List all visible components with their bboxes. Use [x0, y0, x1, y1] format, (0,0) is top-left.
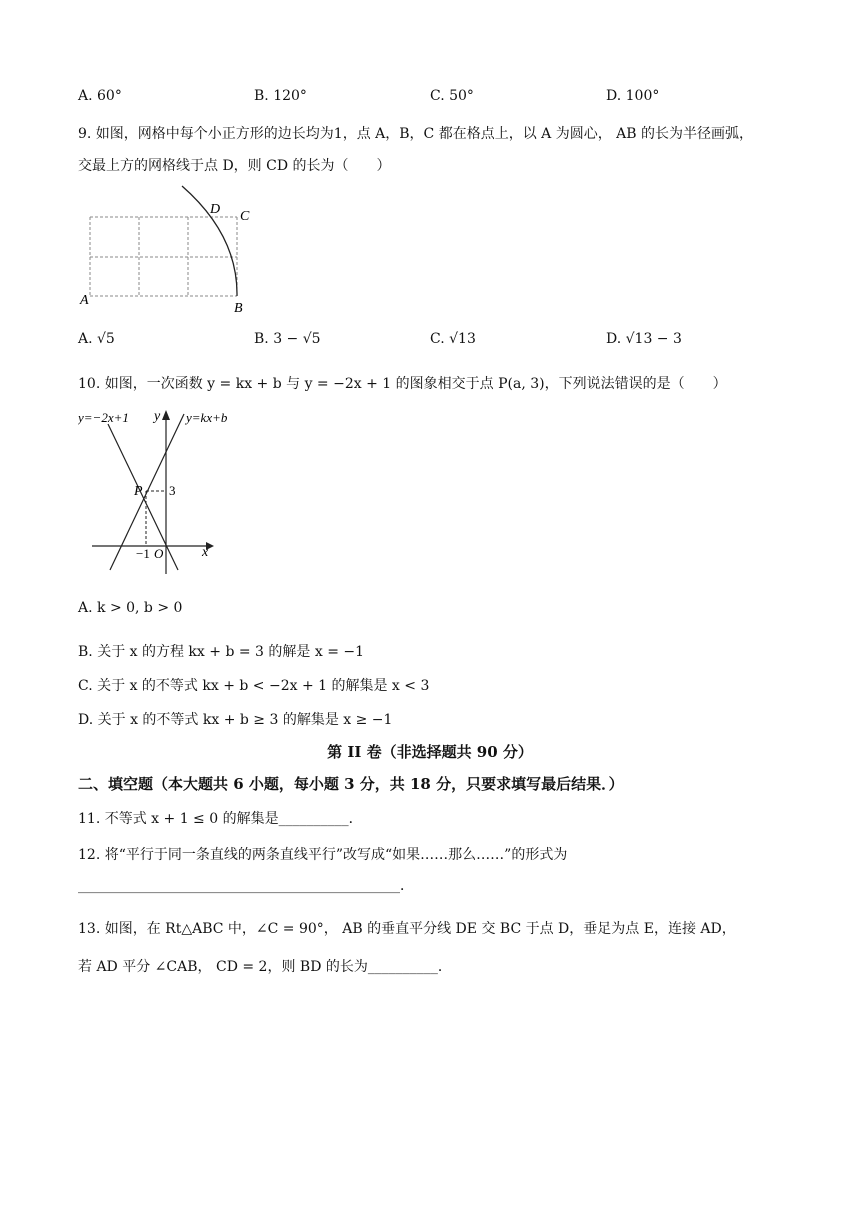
q9-option-a: A. √5	[78, 331, 115, 347]
label-x-axis: x	[202, 545, 209, 560]
q10-option-d: D. 关于 x 的不等式 kx + b ≥ 3 的解集是 x ≥ −1	[78, 712, 393, 728]
q12-answer-blank: ______________________________________________．	[78, 878, 414, 894]
label-p: P	[134, 484, 143, 499]
q13-stem-line1: 13. 如图，在 Rt△ABC 中，∠C = 90°， AB 的垂直平分线 DE 交 BC 于点 D，垂足为点 E，连接 AD，	[78, 921, 736, 937]
q9-stem-line2: 交最上方的网格线于点 D，则 CD 的长为（ ）	[78, 158, 391, 174]
label-line2: y=kx+b	[186, 410, 228, 425]
q12-stem-line1: 12. 将“平行于同一条直线的两条直线平行”改写成“如果……那么……”的形式为	[78, 847, 568, 863]
q9-option-c: C. √13	[430, 331, 476, 347]
q11-stem: 11. 不等式 x + 1 ≤ 0 的解集是__________．	[78, 811, 363, 827]
q13-stem-line2: 若 AD 平分 ∠CAB， CD = 2，则 BD 的长为__________．	[78, 959, 452, 975]
grid-lines	[90, 217, 237, 296]
y-axis-arrow	[162, 410, 170, 420]
part-2-header: 二、填空题（本大题共 6 小题，每小题 3 分，共 18 分，只要求填写最后结果．）	[78, 775, 624, 793]
q10-option-c: C. 关于 x 的不等式 kx + b < −2x + 1 的解集是 x < 3	[78, 678, 430, 694]
q10-option-a: A. k > 0, b > 0	[78, 600, 183, 616]
label-three: 3	[169, 483, 176, 498]
label-c: C	[240, 209, 250, 224]
q9-grid-figure	[78, 180, 258, 315]
q8-option-a: A. 60°	[78, 88, 122, 104]
label-y-axis: y	[154, 409, 161, 424]
q9-option-b: B. 3 − √5	[254, 331, 321, 347]
label-a: A	[80, 293, 89, 308]
label-minus-one: −1	[136, 546, 150, 561]
label-origin: O	[154, 546, 164, 561]
label-line1: y=−2x+1	[78, 410, 129, 425]
q9-option-d: D. √13 − 3	[606, 331, 682, 347]
q10-graph-figure	[78, 402, 248, 582]
q8-option-b: B. 120°	[254, 88, 307, 104]
label-b: B	[234, 301, 243, 315]
q8-option-c: C. 50°	[430, 88, 474, 104]
q9-stem-line1: 9. 如图，网格中每个小正方形的边长均为1，点 A，B，C 都在格点上，以 A 为圆心， AB 的长为半径画弧，	[78, 126, 754, 142]
section-2-title: 第 II 卷（非选择题共 90 分）	[327, 743, 533, 761]
q10-option-b: B. 关于 x 的方程 kx + b = 3 的解是 x = −1	[78, 644, 365, 660]
label-d: D	[210, 202, 221, 217]
q10-stem: 10. 如图，一次函数 y = kx + b 与 y = −2x + 1 的图象相交于点 P(a, 3)，下列说法错误的是（ ）	[78, 376, 727, 392]
q8-option-d: D. 100°	[606, 88, 660, 104]
